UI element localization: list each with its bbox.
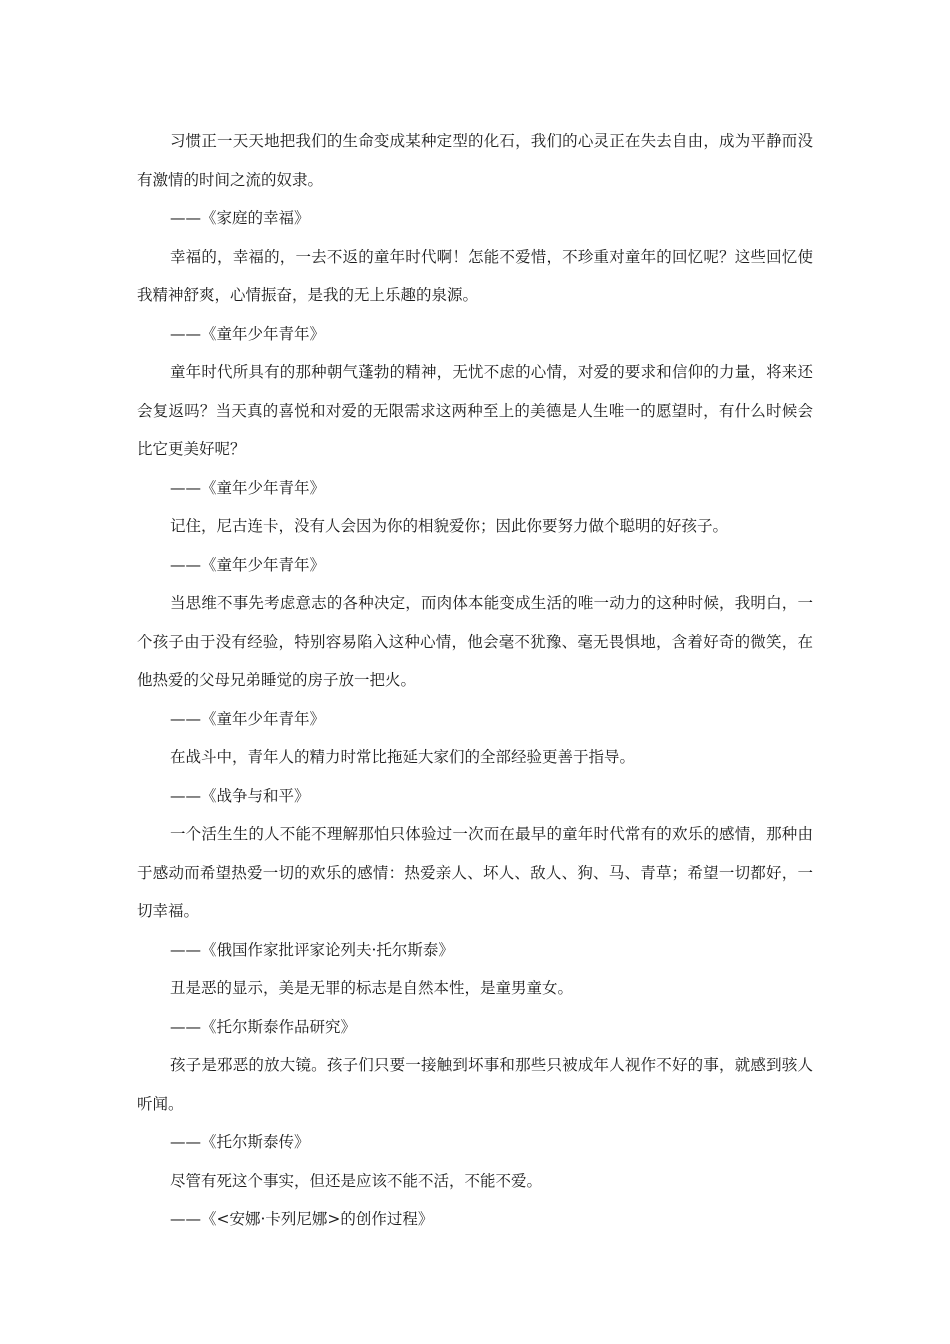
quote-entry bbox=[137, 815, 813, 969]
quote-entry bbox=[137, 584, 813, 738]
quote-entry bbox=[137, 969, 813, 1046]
quote-text: 一个活生生的人不能不理解那怕只体验过一次而在最早的童年时代常有的欢乐的感情，那种由于感动而希望热爱一切的欢乐的感情：热爱亲人、坏人、敌人、狗、马、青草；希望一切都好，一切幸福。 bbox=[137, 825, 813, 920]
quote-source: ——《童年少年青年》 bbox=[170, 709, 326, 728]
quote-text: 尽管有死这个事实，但还是应该不能不活，不能不爱。 bbox=[170, 1171, 543, 1190]
quote-text: 当思维不事先考虑意志的各种决定，而肉体本能变成生活的唯一动力的这种时候，我明白，一个孩子由于没有经验，特别容易陷入这种心情，他会毫不犹豫、毫无畏惧地，含着好奇的微笑，在他热爱的父母兄弟睡觉的房子放一把火。 bbox=[137, 594, 813, 689]
quote-text: 童年时代所具有的那种朝气蓬勃的精神，无忧不虑的心情，对爱的要求和信仰的力量，将来还会复返吗？当天真的喜悦和对爱的无限需求这两种至上的美德是人生唯一的愿望时，有什么时候会比它更美好呢？ bbox=[137, 363, 813, 458]
quote-text: 丑是恶的显示，美是无罪的标志是自然本性，是童男童女。 bbox=[170, 979, 574, 997]
quote-text: 记住，尼古连卡，没有人会因为你的相貌爱你；因此你要努力做个聪明的好孩子。 bbox=[170, 517, 729, 535]
quote-source: ——《童年少年青年》 bbox=[170, 478, 326, 497]
quote-source: ——《童年少年青年》 bbox=[170, 324, 326, 343]
quote-source: ——《俄国作家批评家论列夫·托尔斯泰》 bbox=[170, 940, 454, 959]
quote-source: ——《战争与和平》 bbox=[170, 786, 310, 805]
quote-text: 孩子是邪恶的放大镜。孩子们只要一接触到坏事和那些只被成年人视作不好的事，就感到骇人听闻。 bbox=[137, 1056, 813, 1113]
quote-source: ——《家庭的幸福》 bbox=[170, 209, 310, 227]
quote-entry bbox=[137, 1046, 813, 1162]
quote-entry bbox=[137, 1162, 813, 1239]
quote-text: 习惯正一天天地把我们的生命变成某种定型的化石，我们的心灵正在失去自由，成为平静而没有激情的时间之流的奴隶。 bbox=[137, 132, 813, 189]
quote-source: ——《童年少年青年》 bbox=[170, 555, 326, 574]
quote-entry bbox=[137, 507, 813, 584]
quote-source: ——《托尔斯泰作品研究》 bbox=[170, 1017, 357, 1036]
quote-entry bbox=[137, 353, 813, 507]
quote-source: ——《<安娜·卡列尼娜>的创作过程》 bbox=[170, 1210, 434, 1228]
quote-source: ——《托尔斯泰传》 bbox=[170, 1133, 310, 1151]
document-page bbox=[137, 122, 813, 1239]
quote-text: 在战斗中，青年人的精力时常比拖延大家们的全部经验更善于指导。 bbox=[170, 748, 636, 766]
quote-entry bbox=[137, 122, 813, 238]
quote-text: 幸福的，幸福的，一去不返的童年时代啊！怎能不爱惜，不珍重对童年的回忆呢？这些回忆使我精神舒爽，心情振奋，是我的无上乐趣的泉源。 bbox=[137, 247, 813, 304]
quote-entry bbox=[137, 238, 813, 354]
quote-entry bbox=[137, 738, 813, 815]
